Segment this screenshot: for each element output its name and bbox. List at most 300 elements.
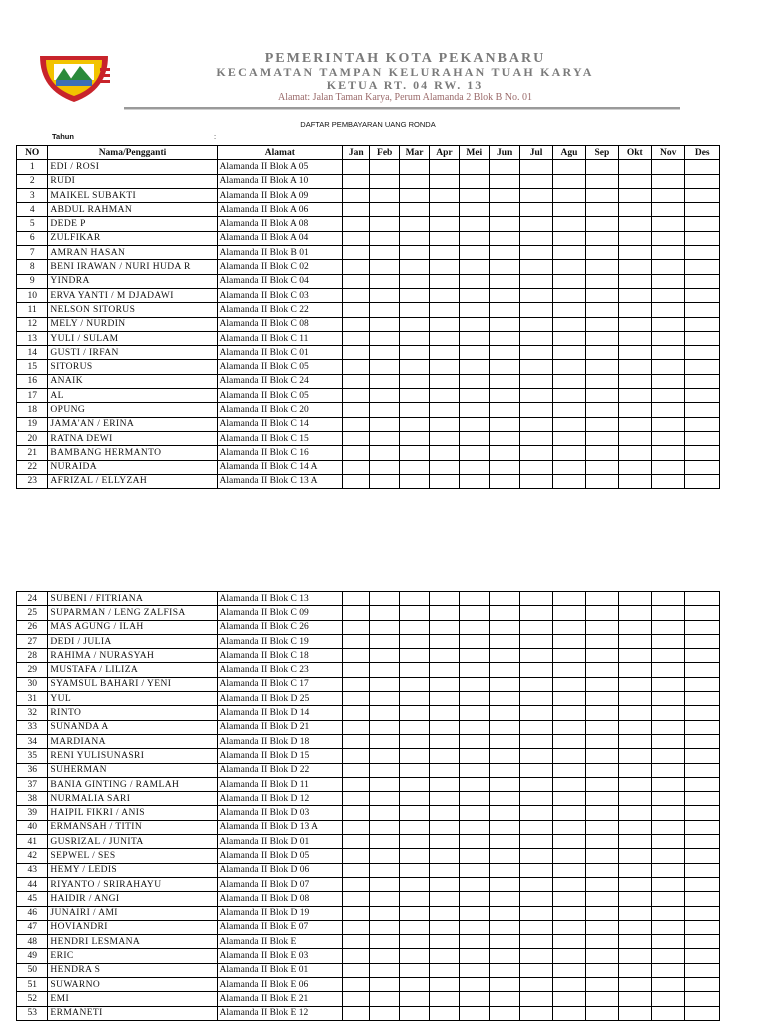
payment-cell [652,288,685,302]
resident-address: Alamanda II Blok E [217,935,343,949]
payment-cell [399,935,429,949]
payment-cell [399,474,429,488]
payment-cell [652,892,685,906]
payment-cell [652,663,685,677]
payment-cell [586,734,618,748]
payment-cell [552,203,585,217]
payment-cell [489,288,519,302]
payment-cell [399,720,429,734]
table-row [17,935,720,949]
payment-cell [370,720,399,734]
resident-address: Alamanda II Blok A 04 [217,231,343,245]
table-row [17,346,720,360]
row-number: 10 [17,288,48,302]
resident-address: Alamanda II Blok D 18 [217,734,343,748]
header-month: Okt [618,146,651,160]
payment-cell [520,963,552,977]
payment-cell [552,274,585,288]
payment-cell [652,792,685,806]
resident-name: JAMA'AN / ERINA [48,417,217,431]
payment-cell [520,592,552,606]
payment-cell [520,174,552,188]
row-number: 25 [17,606,48,620]
payment-cell [586,634,618,648]
payment-cell [399,663,429,677]
row-number: 36 [17,763,48,777]
payment-cell [685,720,720,734]
payment-cell [685,734,720,748]
resident-name: MAIKEL SUBAKTI [48,188,217,202]
payment-cell [343,677,370,691]
payment-cell [586,877,618,891]
payment-cell [399,592,429,606]
payment-cell [552,777,585,791]
payment-cell [586,246,618,260]
table-row [17,863,720,877]
payment-cell [520,792,552,806]
payment-cell [489,203,519,217]
payment-cell [489,260,519,274]
resident-name: ZULFIKAR [48,231,217,245]
resident-name: MARDIANA [48,734,217,748]
row-number: 51 [17,978,48,992]
payment-cell [520,389,552,403]
table-row [17,634,720,648]
payment-cell [399,806,429,820]
payment-cell [459,174,489,188]
payment-cell [430,734,459,748]
payment-cell [399,360,429,374]
table-row [17,949,720,963]
payment-cell [430,592,459,606]
payment-cell [552,1006,585,1020]
payment-cell [343,592,370,606]
payment-cell [370,606,399,620]
payment-cell [652,649,685,663]
payment-cell [459,460,489,474]
payment-cell [459,663,489,677]
row-number: 11 [17,303,48,317]
payment-cell [489,417,519,431]
payment-cell [618,460,651,474]
table-row [17,217,720,231]
resident-address: Alamanda II Blok E 07 [217,920,343,934]
table-row [17,231,720,245]
payment-cell [552,246,585,260]
row-number: 34 [17,734,48,748]
payment-cell [552,835,585,849]
payment-cell [459,246,489,260]
payment-cell [343,849,370,863]
payment-cell [586,849,618,863]
payment-cell [459,763,489,777]
payment-cell [430,706,459,720]
payment-cell [618,274,651,288]
payment-cell [685,806,720,820]
payment-cell [489,806,519,820]
payment-cell [552,806,585,820]
payment-cell [430,1006,459,1020]
payment-cell [489,360,519,374]
payment-cell [370,474,399,488]
table-row [17,706,720,720]
resident-address: Alamanda II Blok E 01 [217,963,343,977]
payment-cell [343,231,370,245]
payment-cell [685,835,720,849]
payment-cell [459,892,489,906]
payment-cell [489,446,519,460]
payment-cell [399,792,429,806]
payment-cell [370,763,399,777]
payment-cell [430,692,459,706]
payment-cell [370,906,399,920]
resident-address: Alamanda II Blok C 20 [217,403,343,417]
payment-cell [618,620,651,634]
payment-cell [459,935,489,949]
payment-cell [520,288,552,302]
payment-cell [459,274,489,288]
row-number: 15 [17,360,48,374]
row-number: 31 [17,692,48,706]
payment-cell [552,849,585,863]
row-number: 53 [17,1006,48,1020]
payment-cell [399,849,429,863]
letterhead-rt-chief: KETUA RT. 04 RW. 13 [326,78,484,92]
resident-name: ERIC [48,949,217,963]
payment-cell [652,188,685,202]
payment-cell [520,274,552,288]
payment-cell [399,303,429,317]
payment-cell [618,877,651,891]
payment-cell [489,274,519,288]
payment-cell [618,677,651,691]
payment-cell [430,606,459,620]
payment-cell [652,160,685,174]
payment-cell [685,1006,720,1020]
payment-cell [489,992,519,1006]
resident-address: Alamanda II Blok C 13 [217,592,343,606]
row-number: 32 [17,706,48,720]
payment-cell [459,806,489,820]
payment-cell [459,303,489,317]
resident-name: ERMANETI [48,1006,217,1020]
payment-cell [343,174,370,188]
resident-name: SUHERMAN [48,763,217,777]
payment-cell [430,949,459,963]
payment-cell [652,317,685,331]
payment-cell [586,317,618,331]
payment-cell [370,260,399,274]
payment-cell [430,246,459,260]
payment-cell [343,663,370,677]
payment-cell [430,863,459,877]
payment-cell [489,217,519,231]
resident-address: Alamanda II Blok D 14 [217,706,343,720]
payment-cell [552,592,585,606]
payment-cell [586,174,618,188]
payment-cell [489,389,519,403]
payment-cell [685,920,720,934]
payment-cell [520,446,552,460]
payment-cell [685,246,720,260]
header-month: Mar [399,146,429,160]
row-number: 45 [17,892,48,906]
payment-cell [618,949,651,963]
payment-cell [370,677,399,691]
payment-cell [343,460,370,474]
payment-cell [343,877,370,891]
table-row [17,360,720,374]
payment-cell [618,288,651,302]
header-month: Mei [459,146,489,160]
payment-cell [618,188,651,202]
payment-cell [652,460,685,474]
payment-cell [586,374,618,388]
payment-cell [552,906,585,920]
table-row [17,460,720,474]
payment-cell [685,360,720,374]
payment-cell [489,620,519,634]
table-row [17,777,720,791]
resident-address: Alamanda II Blok D 13 A [217,820,343,834]
resident-address: Alamanda II Blok D 07 [217,877,343,891]
table-row [17,792,720,806]
resident-name: MELY / NURDIN [48,317,217,331]
resident-address: Alamanda II Blok C 14 A [217,460,343,474]
payment-cell [370,992,399,1006]
city-emblem-logo [34,50,114,106]
payment-cell [370,592,399,606]
payment-cell [652,217,685,231]
payment-cell [652,360,685,374]
payment-cell [489,374,519,388]
payment-cell [618,763,651,777]
payment-cell [459,820,489,834]
payment-cell [489,849,519,863]
resident-address: Alamanda II Blok C 09 [217,606,343,620]
table-row [17,906,720,920]
payment-cell [618,474,651,488]
payment-cell [430,431,459,445]
row-number: 18 [17,403,48,417]
row-number: 50 [17,963,48,977]
payment-cell [552,374,585,388]
payment-cell [399,677,429,691]
payment-cell [430,763,459,777]
payment-cell [399,317,429,331]
payment-cell [430,920,459,934]
payment-cell [343,935,370,949]
payment-cell [520,935,552,949]
payment-cell [586,203,618,217]
payment-cell [618,992,651,1006]
payment-cell [370,634,399,648]
payment-cell [552,877,585,891]
resident-name: ABDUL RAHMAN [48,203,217,217]
resident-address: Alamanda II Blok C 13 A [217,474,343,488]
header-name: Nama/Pengganti [48,146,217,160]
payment-cell [343,763,370,777]
payment-cell [459,288,489,302]
payment-cell [489,892,519,906]
payment-cell [586,217,618,231]
payment-cell [430,331,459,345]
payment-cell [489,863,519,877]
table-row [17,720,720,734]
payment-cell [459,160,489,174]
resident-address: Alamanda II Blok D 12 [217,792,343,806]
resident-address: Alamanda II Blok C 17 [217,677,343,691]
payment-cell [520,1006,552,1020]
payment-cell [489,734,519,748]
payment-cell [685,260,720,274]
payment-cell [520,634,552,648]
resident-name: BANIA GINTING / RAMLAH [48,777,217,791]
table-row [17,849,720,863]
payment-cell [370,777,399,791]
row-number: 44 [17,877,48,891]
payment-cell [618,920,651,934]
payment-cell [430,634,459,648]
row-number: 41 [17,835,48,849]
payment-cell [399,160,429,174]
table-row [17,317,720,331]
resident-name: ERVA YANTI / M DJADAWI [48,288,217,302]
payment-cell [370,317,399,331]
payment-cell [586,777,618,791]
resident-name: NURMALIA SARI [48,792,217,806]
payment-cell [459,906,489,920]
payment-cell [685,892,720,906]
payment-cell [652,877,685,891]
payment-cell [459,417,489,431]
resident-address: Alamanda II Blok C 23 [217,663,343,677]
payment-cell [489,935,519,949]
table-row [17,820,720,834]
payment-cell [459,446,489,460]
payment-cell [489,877,519,891]
table-row [17,920,720,934]
header-month: Jul [520,146,552,160]
payment-cell [685,863,720,877]
payment-cell [459,374,489,388]
resident-address: Alamanda II Blok D 15 [217,749,343,763]
row-number: 14 [17,346,48,360]
row-number: 42 [17,849,48,863]
payment-cell [459,403,489,417]
resident-address: Alamanda II Blok C 05 [217,389,343,403]
payment-cell [552,892,585,906]
payment-cell [520,820,552,834]
payment-cell [586,231,618,245]
payment-cell [370,892,399,906]
payment-cell [685,877,720,891]
payment-cell [459,634,489,648]
resident-address: Alamanda II Blok C 15 [217,431,343,445]
payment-cell [552,317,585,331]
payment-cell [430,217,459,231]
payment-cell [489,403,519,417]
row-number: 43 [17,863,48,877]
payment-cell [489,606,519,620]
payment-cell [652,303,685,317]
table-row [17,963,720,977]
payment-cell [586,763,618,777]
table-row [17,1006,720,1020]
payment-cell [552,460,585,474]
table-row [17,403,720,417]
payment-cell [370,403,399,417]
payment-cell [489,1006,519,1020]
payment-cell [343,963,370,977]
payment-cell [430,160,459,174]
payment-cell [370,734,399,748]
payment-cell [586,863,618,877]
payment-cell [685,749,720,763]
payment-cell [586,160,618,174]
payment-cell [618,374,651,388]
payment-cell [685,949,720,963]
payment-cell [520,806,552,820]
payment-cell [586,188,618,202]
payment-cell [370,303,399,317]
row-number: 22 [17,460,48,474]
payment-cell [399,863,429,877]
payment-cell [586,920,618,934]
row-number: 19 [17,417,48,431]
payment-cell [552,360,585,374]
table-row [17,303,720,317]
payment-cell [459,949,489,963]
payment-cell [343,949,370,963]
payment-cell [552,174,585,188]
payment-cell [430,474,459,488]
header-month: Des [685,146,720,160]
resident-name: OPUNG [48,403,217,417]
payment-cell [618,246,651,260]
letterhead [130,52,680,104]
row-number: 47 [17,920,48,934]
table-row [17,649,720,663]
payment-cell [370,274,399,288]
payment-cell [459,777,489,791]
payment-cell [652,677,685,691]
payment-cell [430,389,459,403]
header-month: Sep [586,146,618,160]
payment-cell [552,963,585,977]
table-row [17,188,720,202]
payment-cell [430,963,459,977]
resident-address: Alamanda II Blok C 16 [217,446,343,460]
payment-cell [618,217,651,231]
payment-cell [343,346,370,360]
payment-cell [370,188,399,202]
payment-cell [520,992,552,1006]
resident-name: AMRAN HASAN [48,246,217,260]
row-number: 24 [17,592,48,606]
payment-cell [343,706,370,720]
payment-cell [370,877,399,891]
row-number: 38 [17,792,48,806]
payment-cell [652,374,685,388]
resident-name: EMI [48,992,217,1006]
row-number: 49 [17,949,48,963]
payment-cell [430,417,459,431]
payment-cell [430,620,459,634]
payment-table-part1 [16,145,720,489]
payment-cell [430,720,459,734]
payment-cell [399,906,429,920]
